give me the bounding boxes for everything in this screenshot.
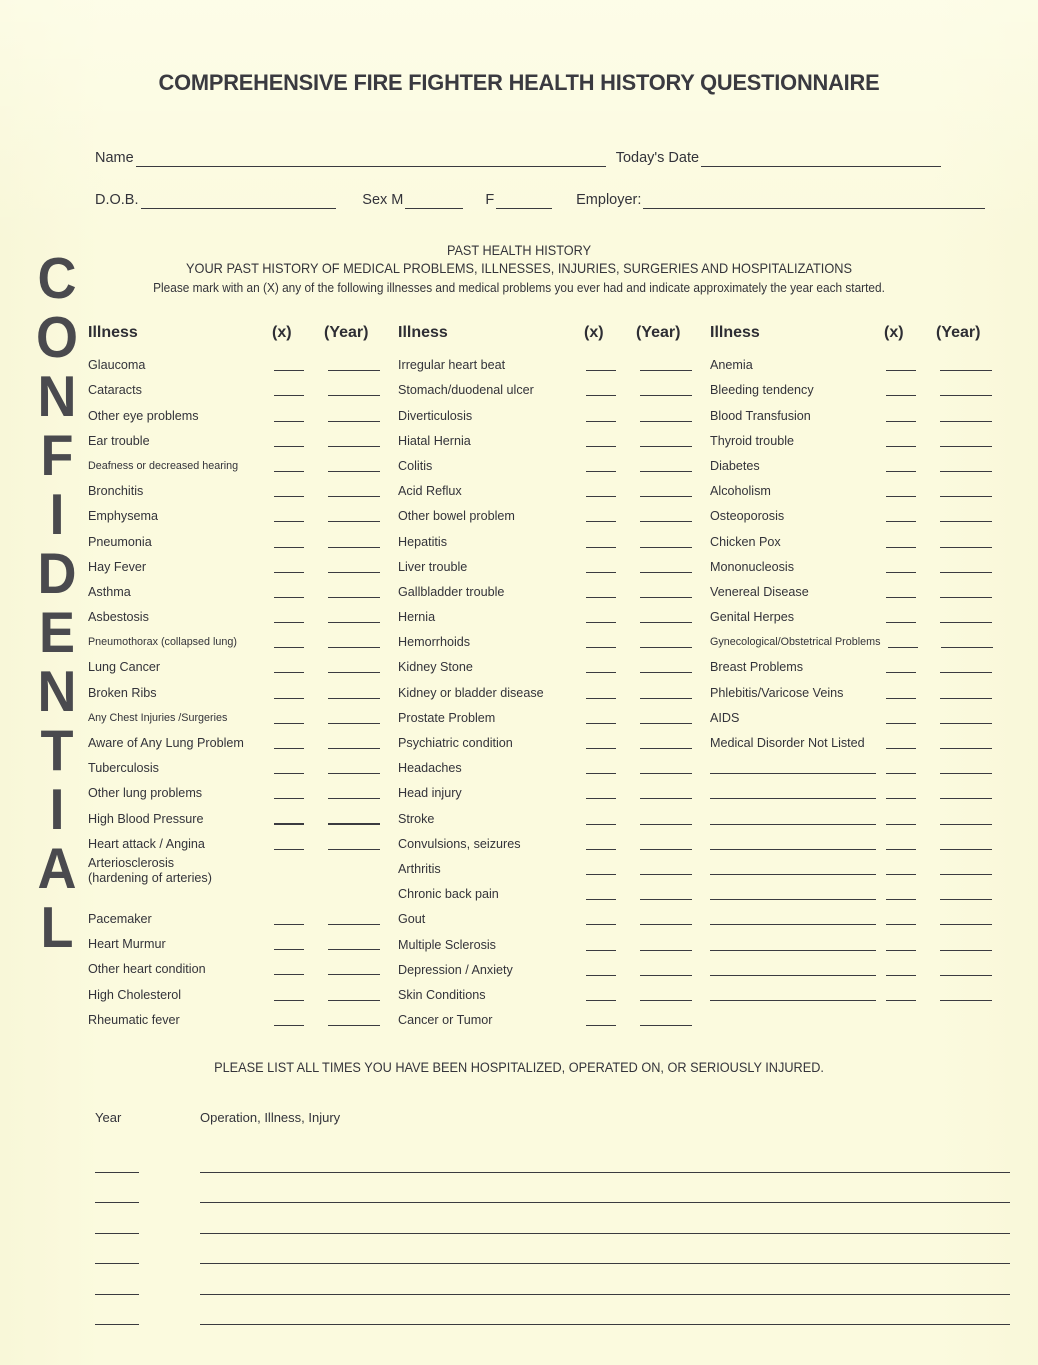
illness-row <box>710 552 1010 577</box>
illness-label: Hemorrhoids <box>398 635 471 650</box>
sex-male-field[interactable] <box>405 194 463 209</box>
illness-label: Bleeding tendency <box>710 383 814 398</box>
identity-row-name <box>95 150 985 167</box>
page-title: COMPREHENSIVE FIRE FIGHTER HEALTH HISTORY QUESTIONNAIRE <box>158 70 880 95</box>
illness-row <box>88 979 398 1004</box>
confidential-letter: T <box>40 719 74 783</box>
hospitalization-row <box>95 1148 1010 1179</box>
illness-row <box>398 677 710 702</box>
column-2-header <box>398 324 710 350</box>
confidential-letter: F <box>40 424 74 488</box>
illness-row <box>398 451 710 476</box>
illness-label: Cancer or Tumor <box>398 1013 493 1028</box>
illness-label: Venereal Disease <box>710 584 809 599</box>
illness-label: Other lung problems <box>88 786 203 801</box>
illness-blank-row <box>710 803 1010 828</box>
illness-label: Depression / Anxiety <box>398 962 513 977</box>
confidential-letter: D <box>37 542 77 606</box>
sex-female-label: F <box>485 192 495 208</box>
illness-label: Head injury <box>398 786 462 801</box>
todays-date-label: Today's Date <box>615 150 700 166</box>
illness-label: Multiple Sclerosis <box>398 937 496 952</box>
illness-row <box>88 552 398 577</box>
illness-blank-row <box>710 955 1010 980</box>
illness-label: Hiatal Hernia <box>398 433 471 448</box>
illness-row <box>398 854 710 879</box>
sex-female-field[interactable] <box>496 194 552 209</box>
identity-block <box>95 150 985 234</box>
header-illness: Illness <box>88 324 138 341</box>
illness-row <box>398 703 710 728</box>
illness-label: Arthritis <box>398 861 441 876</box>
illness-column-2 <box>398 324 710 1030</box>
illness-label: Emphysema <box>88 509 158 524</box>
illness-label: Hay Fever <box>88 559 147 574</box>
illness-row <box>398 980 710 1005</box>
illness-row <box>398 778 710 803</box>
illness-label: Kidney Stone <box>398 660 473 675</box>
illness-row <box>398 350 710 375</box>
name-label: Name <box>95 150 134 166</box>
illness-label: Gynecological/Obstetrical Problems <box>710 636 881 649</box>
illness-write-in-blank[interactable] <box>710 763 876 774</box>
illness-label: Aware of Any Lung Problem <box>88 736 244 750</box>
illness-label: Lung Cancer <box>88 660 161 675</box>
illness-row <box>710 375 1010 400</box>
illness-label: Chicken Pox <box>710 534 781 549</box>
illness-label: Diabetes <box>710 458 760 473</box>
illness-row <box>88 375 398 400</box>
illness-label: Heart attack / Angina <box>88 836 205 851</box>
header-year: (Year) <box>936 324 981 341</box>
hospitalization-year-blank[interactable] <box>95 1294 139 1295</box>
illness-write-in-blank[interactable] <box>710 839 876 850</box>
illness-label: Medical Disorder Not Listed <box>710 736 865 750</box>
hospitalization-description-header: Operation, Illness, Injury <box>200 1110 341 1125</box>
illness-label: Convulsions, seizures <box>398 836 521 851</box>
sex-male-label: Sex M <box>362 192 404 208</box>
illness-blank-row <box>710 879 1010 904</box>
hospitalization-row <box>95 1209 1010 1240</box>
illness-label: Stroke <box>398 811 435 826</box>
column-1-header <box>88 324 398 350</box>
illness-label: AIDS <box>710 710 740 725</box>
illness-row <box>88 677 398 702</box>
illness-write-in-blank[interactable] <box>710 788 876 799</box>
illness-label: Chronic back pain <box>398 887 499 902</box>
confidential-letter: N <box>37 660 77 724</box>
hospitalization-description-blank[interactable] <box>200 1263 1010 1264</box>
illness-row <box>88 954 398 979</box>
illness-row <box>88 904 398 929</box>
illness-row <box>88 501 398 526</box>
illness-row <box>88 451 398 476</box>
hospitalization-description-blank[interactable] <box>200 1202 1010 1203</box>
illness-row <box>710 677 1010 702</box>
illness-label: Diverticulosis <box>398 408 473 423</box>
illness-label: Pneumothorax (collapsed lung) <box>88 636 237 649</box>
illness-label: Rheumatic fever <box>88 1012 180 1027</box>
illness-row <box>88 350 398 375</box>
illness-row <box>88 803 398 828</box>
header-year: (Year) <box>324 324 369 341</box>
illness-write-in-blank[interactable] <box>710 814 876 825</box>
illness-row <box>88 476 398 501</box>
illness-row <box>398 753 710 778</box>
illness-grid <box>88 324 1012 1030</box>
illness-row <box>710 577 1010 602</box>
past-health-heading: PAST HEALTH HISTORY <box>446 243 592 258</box>
illness-label: Skin Conditions <box>398 987 486 1002</box>
illness-row <box>88 652 398 677</box>
illness-label: Broken Ribs <box>88 685 157 700</box>
employer-field[interactable] <box>643 194 985 209</box>
illness-row <box>398 476 710 501</box>
illness-row <box>710 602 1010 627</box>
illness-row <box>398 1005 710 1030</box>
confidential-letter: I <box>49 778 65 842</box>
illness-row <box>398 803 710 828</box>
illness-write-in-blank[interactable] <box>710 864 876 875</box>
hospitalization-year-blank[interactable] <box>95 1172 139 1173</box>
illness-row <box>398 526 710 551</box>
illness-row <box>398 602 710 627</box>
illness-label: High Blood Pressure <box>88 811 204 826</box>
illness-row <box>88 778 398 803</box>
illness-label: High Cholesterol <box>88 987 182 1002</box>
illness-label: Gallbladder trouble <box>398 584 505 599</box>
illness-label: Other heart condition <box>88 962 206 977</box>
illness-label: Phlebitis/Varicose Veins <box>710 685 844 700</box>
illness-blank-row <box>710 854 1010 879</box>
confidential-letter: N <box>37 365 77 429</box>
illness-label: Blood Transfusion <box>710 408 811 423</box>
illness-row <box>710 426 1010 451</box>
illness-row <box>398 929 710 954</box>
illness-row <box>88 829 398 854</box>
confidential-letter: I <box>49 483 65 547</box>
illness-row <box>710 400 1010 425</box>
illness-label: Headaches <box>398 761 462 776</box>
illness-row <box>88 526 398 551</box>
illness-row <box>88 929 398 954</box>
illness-label: Colitis <box>398 458 433 473</box>
illness-row <box>88 1005 398 1030</box>
illness-label: Other bowel problem <box>398 509 515 524</box>
hospitalization-row <box>95 1270 1010 1301</box>
illness-label: Acid Reflux <box>398 484 462 499</box>
illness-row <box>398 577 710 602</box>
illness-label: Gout <box>398 912 426 927</box>
past-health-instruction: Please mark with an (X) any of the following illnesses and medical problems you ever had and indicate approximately the year each started. <box>153 281 885 295</box>
illness-label: Arteriosclerosis (hardening of arteries) <box>88 855 212 885</box>
illness-blank-row <box>710 829 1010 854</box>
illness-write-in-blank[interactable] <box>710 940 876 951</box>
illness-row <box>88 703 398 728</box>
illness-label: Hepatitis <box>398 534 447 549</box>
confidential-watermark <box>26 247 88 960</box>
illness-row <box>710 703 1010 728</box>
illness-row <box>398 400 710 425</box>
illness-label: Genital Herpes <box>710 610 794 625</box>
illness-label: Hernia <box>398 610 436 625</box>
illness-write-in-blank[interactable] <box>710 889 876 900</box>
column-1-rows <box>88 350 398 1030</box>
illness-write-in-blank[interactable] <box>710 965 876 976</box>
illness-row <box>88 400 398 425</box>
illness-label: Asbestosis <box>88 610 149 625</box>
header-illness: Illness <box>710 324 760 341</box>
illness-blank-row <box>710 904 1010 929</box>
hospitalization-rows <box>95 1148 1010 1331</box>
illness-row <box>710 728 1010 753</box>
illness-row <box>398 375 710 400</box>
illness-label: Pneumonia <box>88 534 152 549</box>
illness-row <box>88 753 398 778</box>
hospitalization-row <box>95 1240 1010 1271</box>
illness-blank-row <box>710 778 1010 803</box>
illness-row <box>398 552 710 577</box>
illness-row <box>710 451 1010 476</box>
illness-row <box>88 577 398 602</box>
illness-row <box>398 728 710 753</box>
illness-label: Liver trouble <box>398 559 468 574</box>
illness-label: Asthma <box>88 584 131 599</box>
header-x: (x) <box>884 324 904 341</box>
hospitalization-year-blank[interactable] <box>95 1233 139 1234</box>
illness-label: Psychiatric condition <box>398 736 513 750</box>
hospitalization-caption: PLEASE LIST ALL TIMES YOU HAVE BEEN HOSPITALIZED, OPERATED ON, OR SERIOUSLY INJURED. <box>214 1060 824 1075</box>
illness-row <box>398 879 710 904</box>
column-3-header <box>710 324 1010 350</box>
confidential-letter: O <box>35 306 78 370</box>
illness-label: Deafness or decreased hearing <box>88 459 239 472</box>
illness-row <box>710 501 1010 526</box>
illness-row <box>88 602 398 627</box>
illness-blank-row <box>710 980 1010 1005</box>
illness-row <box>710 652 1010 677</box>
confidential-letter: C <box>37 247 77 311</box>
illness-label: Ear trouble <box>88 433 150 448</box>
illness-label: Cataracts <box>88 383 142 398</box>
illness-label: Tuberculosis <box>88 761 159 776</box>
confidential-letter: E <box>38 601 76 665</box>
dob-label: D.O.B. <box>95 192 139 208</box>
illness-row <box>88 854 398 904</box>
illness-label: Alcoholism <box>710 484 771 499</box>
hospitalization-year-blank[interactable] <box>95 1263 139 1264</box>
illness-label: Anemia <box>710 358 753 373</box>
illness-write-in-blank[interactable] <box>710 914 876 925</box>
illness-label: Bronchitis <box>88 484 144 499</box>
illness-label: Breast Problems <box>710 660 804 675</box>
hospitalization-year-blank[interactable] <box>95 1202 139 1203</box>
illness-label: Any Chest Injuries /Surgeries <box>88 711 228 724</box>
illness-label: Irregular heart beat <box>398 358 506 373</box>
header-illness: Illness <box>398 324 448 341</box>
hospitalization-description-blank[interactable] <box>200 1294 1010 1295</box>
illness-label: Other eye problems <box>88 408 199 423</box>
column-3-rows <box>710 350 1010 1005</box>
hospitalization-year-header: Year <box>95 1110 122 1125</box>
illness-row <box>710 350 1010 375</box>
illness-write-in-blank[interactable] <box>710 990 876 1001</box>
illness-label: Osteoporosis <box>710 509 785 524</box>
illness-label: Pacemaker <box>88 911 152 926</box>
illness-row <box>710 526 1010 551</box>
illness-row <box>88 627 398 652</box>
confidential-letter: A <box>37 837 77 901</box>
illness-row <box>88 728 398 753</box>
hospitalization-description-blank[interactable] <box>200 1324 1010 1325</box>
header-year: (Year) <box>636 324 681 341</box>
illness-column-3 <box>710 324 1010 1030</box>
confidential-letter: L <box>40 896 74 960</box>
employer-label: Employer: <box>576 192 642 208</box>
header-x: (x) <box>584 324 604 341</box>
illness-row <box>398 829 710 854</box>
dob-field[interactable] <box>141 194 337 209</box>
hospitalization-description-blank[interactable] <box>200 1172 1010 1173</box>
illness-label: Prostate Problem <box>398 710 496 725</box>
past-health-subheading: YOUR PAST HISTORY OF MEDICAL PROBLEMS, ILLNESSES, INJURIES, SURGERIES AND HOSPITALIZATIONS <box>185 261 853 276</box>
illness-row <box>398 955 710 980</box>
header-x: (x) <box>272 324 292 341</box>
illness-label: Kidney or bladder disease <box>398 685 544 700</box>
hospitalization-row <box>95 1301 1010 1332</box>
illness-label: Heart Murmur <box>88 937 166 952</box>
illness-row <box>710 627 1010 652</box>
hospitalization-year-blank[interactable] <box>95 1324 139 1325</box>
todays-date-field[interactable] <box>701 152 941 167</box>
illness-row <box>88 426 398 451</box>
illness-blank-row <box>710 753 1010 778</box>
illness-row <box>398 627 710 652</box>
hospitalization-description-blank[interactable] <box>200 1233 1010 1234</box>
identity-row-dob <box>95 192 985 209</box>
illness-label: Stomach/duodenal ulcer <box>398 383 534 398</box>
illness-row <box>398 652 710 677</box>
illness-blank-row <box>710 929 1010 954</box>
illness-label: Thyroid trouble <box>710 433 794 448</box>
name-field[interactable] <box>136 152 606 167</box>
illness-row <box>710 476 1010 501</box>
illness-row <box>398 426 710 451</box>
illness-row <box>398 904 710 929</box>
illness-row <box>398 501 710 526</box>
illness-label: Mononucleosis <box>710 559 795 574</box>
column-2-rows <box>398 350 710 1030</box>
illness-label: Glaucoma <box>88 358 146 373</box>
hospitalization-row <box>95 1179 1010 1210</box>
illness-column-1 <box>88 324 398 1030</box>
